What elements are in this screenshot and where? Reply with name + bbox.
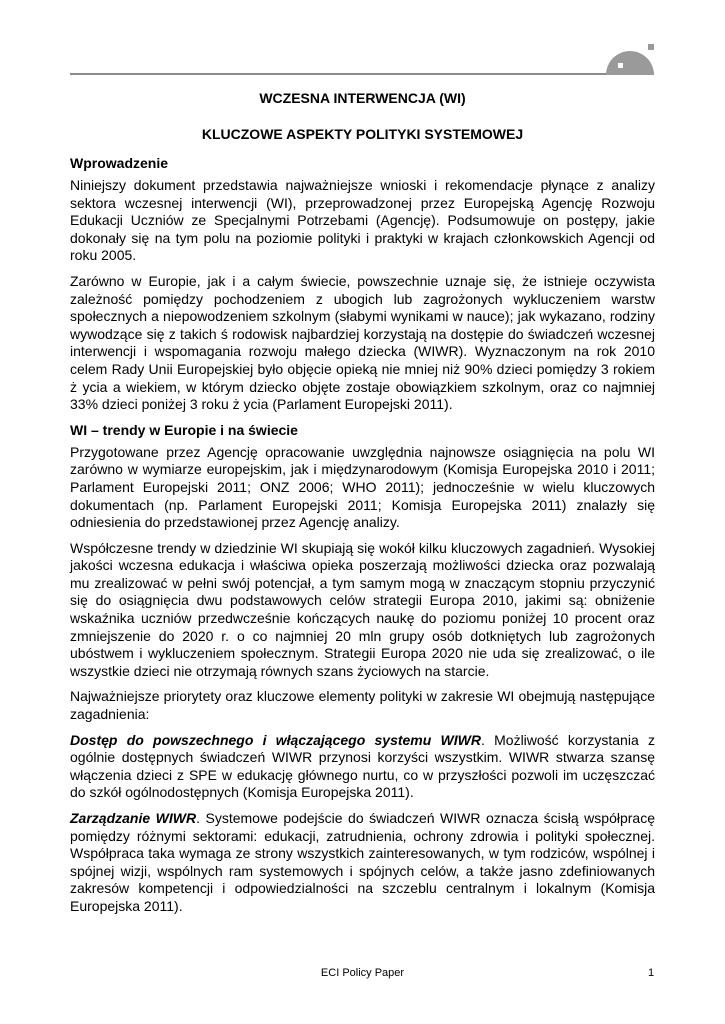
priority-paragraph (70, 810, 655, 916)
page-number: 1 (648, 967, 655, 979)
paragraph: Przygotowane przez Agencję opracowanie uwzględnia najnowsze osiągnięcia na polu WI zarówno w wymiarze europejskim, jak i międzynarodowym (Komisja Europejska 2010 i 2011; Parlament Europejski 2011; ONZ 2006; WHO 2011); jednocześnie w wielu kluczowych dokumentach (np. Parlament Europejski 2011; Komisja Europejska 2011) znalazły się odniesienia do przedstawionej przez Agencję analizy. (70, 443, 655, 531)
priority-lead: Zarządzanie WIWR (70, 810, 197, 826)
document-subtitle: KLUCZOWE ASPEKTY POLITYKI SYSTEMOWEJ (201, 126, 524, 142)
priority-paragraph (70, 732, 655, 802)
document-title: WCZESNA INTERWENCJA (WI) (259, 90, 466, 106)
paragraph: Współczesne trendy w dziedzinie WI skupiają się wokół kilku kluczowych zagadnień. Wysokiej jakości wczesna edukacja i właściwa opieka poszerzają możliwości dziecka oraz pozwalają mu zrealizować w pełni swój potencjał, a tym samym mogą w znaczącym stopniu przyczynić się do osiągnięcia dwu podstawowych celów strategii Europa 2010, jakimi są: obniżenie wskaźnika uczniów przedwcześnie kończących naukę do poziomu poniżej 10 procent oraz zmniejszenie do 2020 r. o co najmniej 20 mln grupy osób dotkniętych lub zagrożonych ubóstwem i wykluczeniem społecznym. Strategii Europa 2020 nie uda się zrealizować, o ile wszystkie dzieci nie otrzymają równych szans życiowych na starcie. (70, 539, 655, 679)
section-heading-intro: Wprowadzenie (70, 155, 169, 171)
header-rule (70, 73, 654, 75)
paragraph: Niniejszy dokument przedstawia najważniejsze wnioski i rekomendacje płynące z analizy sektora wczesnej interwencji (WI), przeprowadzonej przez Europejską Agencję Rozwoju Edukacji Uczniów ze Specjalnymi Potrzebami (Agencję). Podsumowuje on postępy, jakie dokonały się na tym polu na poziomie polityki i praktyki w krajach członkowskich Agencji od roku 2005. (70, 177, 655, 264)
eci-logo-icon (604, 42, 656, 76)
priority-body: . Systemowe podejście do świadczeń WIWR oznacza ścisłą współpracę pomiędzy różnymi sektorami: edukacji, zatrudnienia, ochrony zdrowia i polityki społecznej. Współpraca taka wymaga ze strony wszystkich zainteresowanych, w tym rodziców, wspólnej i spójnej wizji, wspólnych ram systemowych i spójnych celów, a także jasno zdefiniowanych zakresów kompetencji i odpowiedzialności na szczeblu centralnym i lokalnym (Komisja Europejska 2011). (70, 810, 655, 914)
paragraph: Zarówno w Europie, jak i a całym świecie, powszechnie uznaje się, że istnieje oczywista zależność pomiędzy pochodzeniem z ubogich lub zagrożonych wykluczeniem warstw społecznych a niepowodzeniem szkolnym (słabymi wynikami w nauce); jak wykazano, rodziny wywodzące się z takich ś rodowisk najbardziej korzystają na dostępie do świadczeń wczesnej interwencji i wspomagania rozwoju małego dziecka (WIWR). Wyznaczonym na rok 2010 celem Rady Unii Europejskiej było objęcie opieką nie mniej niż 90% dzieci pomiędzy 3 rokiem ż ycia a wiekiem, w którym dziecko objęte zostaje obowiązkiem szkolnym, oraz co najmniej 33% dzieci poniżej 3 roku ż ycia (Parlament Europejski 2011). (70, 272, 655, 413)
priority-body: . Możliwość korzystania z ogólnie dostępnych świadczeń WIWR przynosi korzyści wszystkim. WIWR stwarza szansę włączenia dzieci z SPE w edukację głównego nurtu, co w przyszłości pozwoli im uczęszczać do szkół ogólnodostępnych (Komisja Europejska 2011). (70, 731, 655, 801)
document-body (70, 90, 655, 924)
paragraph: Najważniejsze priorytety oraz kluczowe elementy polityki w zakresie WI obejmują następujące zagadnienia: (70, 688, 655, 723)
section-heading-trends: WI – trendy w Europie i na świecie (70, 421, 298, 438)
priority-lead: Dostęp do powszechnego i włączającego systemu WIWR (70, 731, 481, 748)
footer-title: ECI Policy Paper (320, 967, 405, 979)
